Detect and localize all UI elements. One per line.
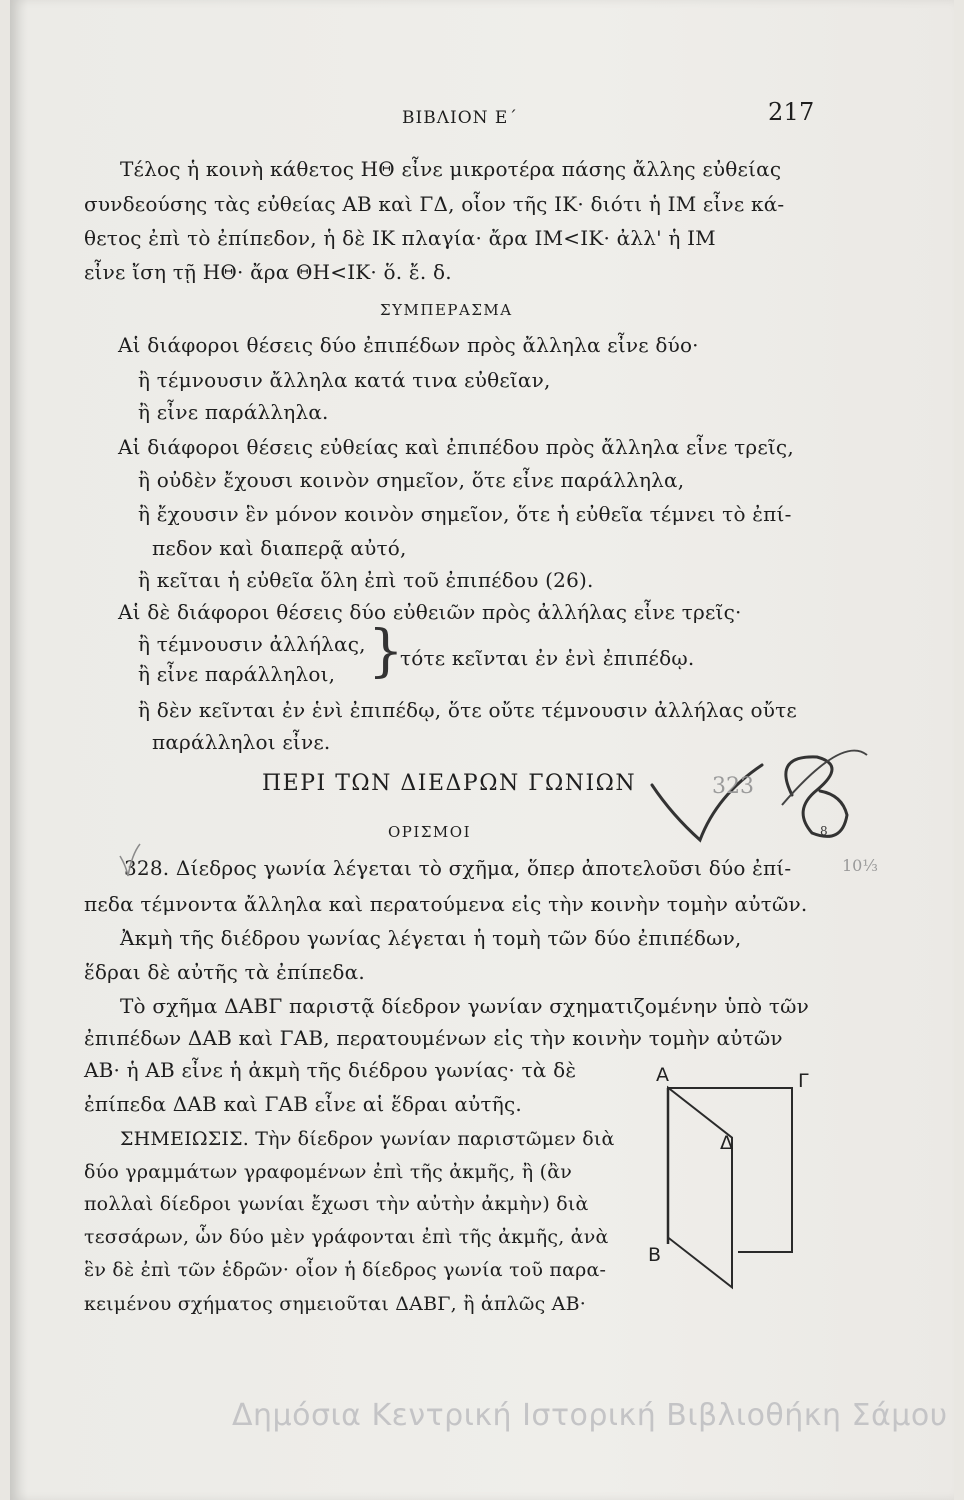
section-title: ΠΕΡΙ ΤΩΝ ΔΙΕΔΡΩΝ ΓΩΝΙΩΝ [262, 771, 637, 796]
text-line: παράλληλοι εἶνε. [152, 730, 331, 754]
library-watermark: Δημόσια Κεντρική Ιστορική Βιβλιοθήκη Σάμου [232, 1398, 948, 1433]
right-brace: } [368, 619, 404, 684]
handwritten-check-mark [642, 735, 882, 850]
text-line: Τέλος ἡ κοινὴ κάθετος ΗΘ εἶνε μικροτέρα πάσης ἄλλης εὐθείας [120, 157, 782, 181]
handwritten-digit: 8 [820, 824, 828, 838]
figure-label-g: Γ [798, 1070, 809, 1092]
text-line: ἢ τέμνουσιν ἀλλήλας, [138, 632, 366, 656]
text-line: κειμένου σχήματος σημειοῦται ΔΑΒΓ, ἢ ἁπλῶς ΑΒ· [84, 1293, 586, 1315]
figure-label-b: B [648, 1244, 662, 1266]
text-line: ΑΒ· ἡ ΑΒ εἶνε ἡ ἀκμὴ τῆς διέδρου γωνίας· τὰ δὲ [84, 1058, 577, 1082]
summary-heading: ΣΥΜΠΕΡΑΣΜΑ [380, 301, 513, 319]
text-line: ἢ εἶνε παράλληλοι, [138, 662, 336, 686]
text-line: ἢ οὐδὲν ἔχουσι κοινὸν σημεῖον, ὅτε εἶνε παράλληλα, [138, 468, 685, 492]
text-line: πεδον καὶ διαπερᾷ αὐτό, [152, 536, 407, 560]
text-line: ἐπιπέδων ΔΑΒ καὶ ΓΑΒ, περατουμένων εἰς τὴν κοινὴν τομὴν αὐτῶν [84, 1026, 783, 1050]
text-line: εἶνε ἴση τῇ ΗΘ· ἄρα ΘΗ<ΙΚ· ὅ. ἔ. δ. [84, 260, 452, 284]
handwritten-number: 323 [712, 774, 754, 799]
text-line: Αἱ δὲ διάφοροι θέσεις δύο εὐθειῶν πρὸς ἀλλήλας εἶνε τρεῖς· [118, 600, 742, 624]
text-line: πεδα τέμνοντα ἄλληλα καὶ περατούμενα εἰς τὴν κοινὴν τομὴν αὐτῶν. [84, 892, 808, 916]
text-line: θετος ἐπὶ τὸ ἐπίπεδον, ἡ δὲ ΙΚ πλαγία· ἄρα ΙΜ<ΙΚ· ἀλλ' ἡ ΙΜ [84, 226, 716, 250]
definitions-heading: ΟΡΙΣΜΟΙ [388, 823, 472, 841]
text-line: πολλαὶ δίεδροι γωνίαι ἔχωσι τὴν αὐτὴν ἀκμὴν) διὰ [84, 1193, 589, 1215]
text-line: τεσσάρων, ὧν δύο μὲν γράφονται ἐπὶ τῆς ἀκμῆς, ἀνὰ [84, 1226, 609, 1248]
text-line: ΣΗΜΕΙΩΣΙΣ. Τὴν δίεδρον γωνίαν παριστῶμεν διὰ [120, 1128, 615, 1150]
margin-note: 10⅓ [842, 856, 878, 875]
figure-label-d: Δ [720, 1132, 733, 1154]
text-line: συνδεούσης τὰς εὐθείας ΑΒ καὶ ΓΔ, οἷον τῆς ΙΚ· διότι ἡ ΙΜ εἶνε κά- [84, 192, 785, 216]
text-line: ἢ κεῖται ἡ εὐθεῖα ὅλη ἐπὶ τοῦ ἐπιπέδου (26). [138, 568, 594, 592]
text-line: ἢ τέμνουσιν ἄλληλα κατά τινα εὐθεῖαν, [138, 368, 551, 392]
text-line: ἢ δὲν κεῖνται ἐν ἑνὶ ἐπιπέδῳ, ὅτε οὔτε τέμνουσιν ἀλλήλας οὔτε [138, 698, 797, 722]
running-header-title: ΒΙΒΛΙΟΝ Ε΄ [402, 108, 518, 128]
dihedral-angle-diagram [640, 1080, 830, 1290]
text-line: Ἀκμὴ τῆς διέδρου γωνίας λέγεται ἡ τομὴ τῶν δύο ἐπιπέδων, [120, 926, 742, 950]
text-line: δύο γραμμάτων γραφομένων ἐπὶ τῆς ἀκμῆς, ἢ (ἂν [84, 1161, 572, 1183]
text-line: Αἱ διάφοροι θέσεις δύο ἐπιπέδων πρὸς ἄλληλα εἶνε δύο· [118, 333, 699, 357]
dihedral-angle-figure [640, 1064, 830, 1290]
text-line: ἢ ἔχουσιν ἓν μόνον κοινὸν σημεῖον, ὅτε ἡ εὐθεῖα τέμνει τὸ ἐπί- [138, 502, 792, 526]
text-line: Αἱ διάφοροι θέσεις εὐθείας καὶ ἐπιπέδου πρὸς ἄλληλα εἶνε τρεῖς, [118, 435, 794, 459]
text-line: ἕδραι δὲ αὐτῆς τὰ ἐπίπεδα. [84, 960, 365, 984]
text-line: ἐπίπεδα ΔΑΒ καὶ ΓΑΒ εἶνε αἱ ἕδραι αὐτῆς. [84, 1092, 522, 1116]
text-line: ἓν δὲ ἐπὶ τῶν ἑδρῶν· οἷον ἡ δίεδρος γωνία τοῦ παρα- [84, 1259, 607, 1281]
text-line: 328. Δίεδρος γωνία λέγεται τὸ σχῆμα, ὅπερ ἀποτελοῦσι δύο ἐπί- [124, 856, 792, 880]
book-page [10, 0, 954, 1500]
text-line: Τὸ σχῆμα ΔΑΒΓ παριστᾷ δίεδρον γωνίαν σχηματιζομένην ὑπὸ τῶν [120, 994, 809, 1018]
text-line: ἢ εἶνε παράλληλα. [138, 400, 329, 424]
text-line: τότε κεῖνται ἐν ἑνὶ ἐπιπέδῳ. [400, 646, 695, 670]
margin-tick-icon [118, 842, 142, 878]
page-number: 217 [768, 98, 815, 126]
figure-label-a: A [656, 1064, 669, 1086]
